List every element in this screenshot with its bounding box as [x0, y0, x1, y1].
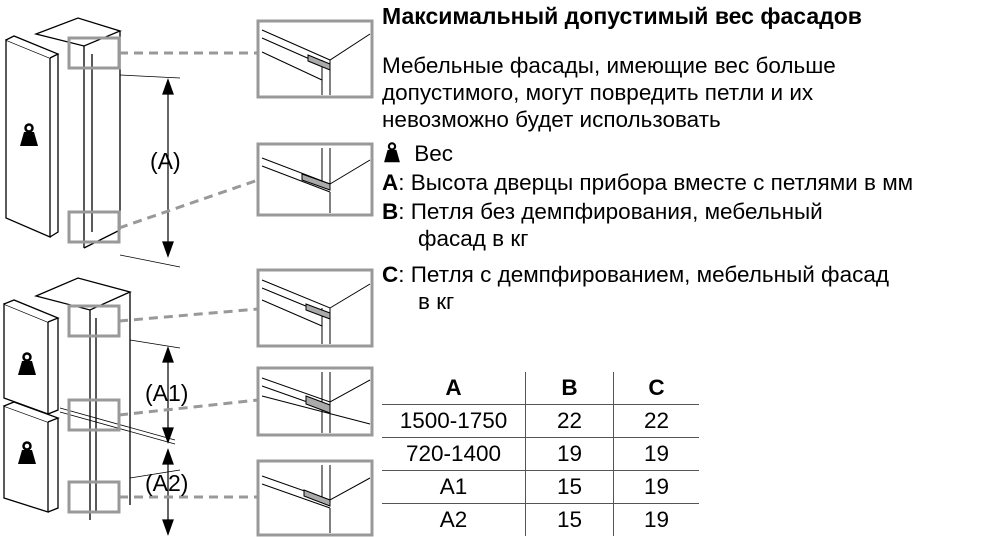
table-row — [382, 438, 699, 471]
legend-c-text-1: : Петля с демпфированием, мебельный фасад — [398, 262, 889, 287]
table-cell-a: 720-1400 — [382, 438, 526, 471]
table-row — [382, 471, 699, 504]
table-cell-c: 19 — [614, 438, 700, 471]
legend-a-key: A — [382, 170, 399, 195]
dimension-label-a: (A) — [150, 148, 181, 174]
legend-weight-text: Вес — [414, 141, 454, 166]
table-cell-b: 19 — [526, 438, 614, 471]
hinge-markers — [69, 38, 119, 512]
page-title: Максимальный допустимый вес фасадов — [382, 3, 862, 29]
table-row — [382, 504, 699, 537]
legend-c-text-2: в кг — [418, 289, 455, 314]
legend-a — [382, 169, 913, 196]
table-cell-c: 19 — [614, 471, 700, 504]
legend-c-key: C — [382, 262, 399, 287]
table-cell-c: 19 — [614, 504, 700, 537]
table-header-a: A — [382, 372, 526, 405]
table-cell-a: A2 — [382, 504, 526, 537]
weight-icon — [382, 142, 402, 164]
table-cell-b: 22 — [526, 405, 614, 438]
intro-line-2: допустимого, могут повредить петли и их — [382, 80, 814, 105]
table-cell-a: 1500-1750 — [382, 405, 526, 438]
legend-b-text-2: фасад в кг — [418, 226, 529, 251]
dimension-label-a2: (A2) — [145, 470, 189, 496]
table-header-row — [382, 372, 699, 405]
intro-line-1: Мебельные фасады, имеющие вес больше — [382, 53, 836, 78]
table-cell-b: 15 — [526, 471, 614, 504]
table-row — [382, 405, 699, 438]
legend-b — [382, 198, 823, 225]
legend-b-text-1: : Петля без демпфирования, мебельный — [398, 199, 823, 224]
legend-weight — [382, 140, 453, 167]
table-cell-c: 22 — [614, 405, 700, 438]
legend-a-text: : Высота дверцы прибора вместе с петлями в мм — [398, 170, 914, 195]
dimension-label-a1: (A1) — [145, 380, 189, 406]
table-header-c: C — [614, 372, 700, 405]
hinge-detail-boxes — [258, 21, 372, 535]
table-cell-a: A1 — [382, 471, 526, 504]
legend-b-key: B — [382, 199, 399, 224]
table-header-b: B — [526, 372, 614, 405]
table-cell-b: 15 — [526, 504, 614, 537]
intro-line-3: невозможно будет использовать — [382, 107, 721, 132]
weight-table — [382, 372, 699, 536]
legend-c — [382, 261, 889, 288]
